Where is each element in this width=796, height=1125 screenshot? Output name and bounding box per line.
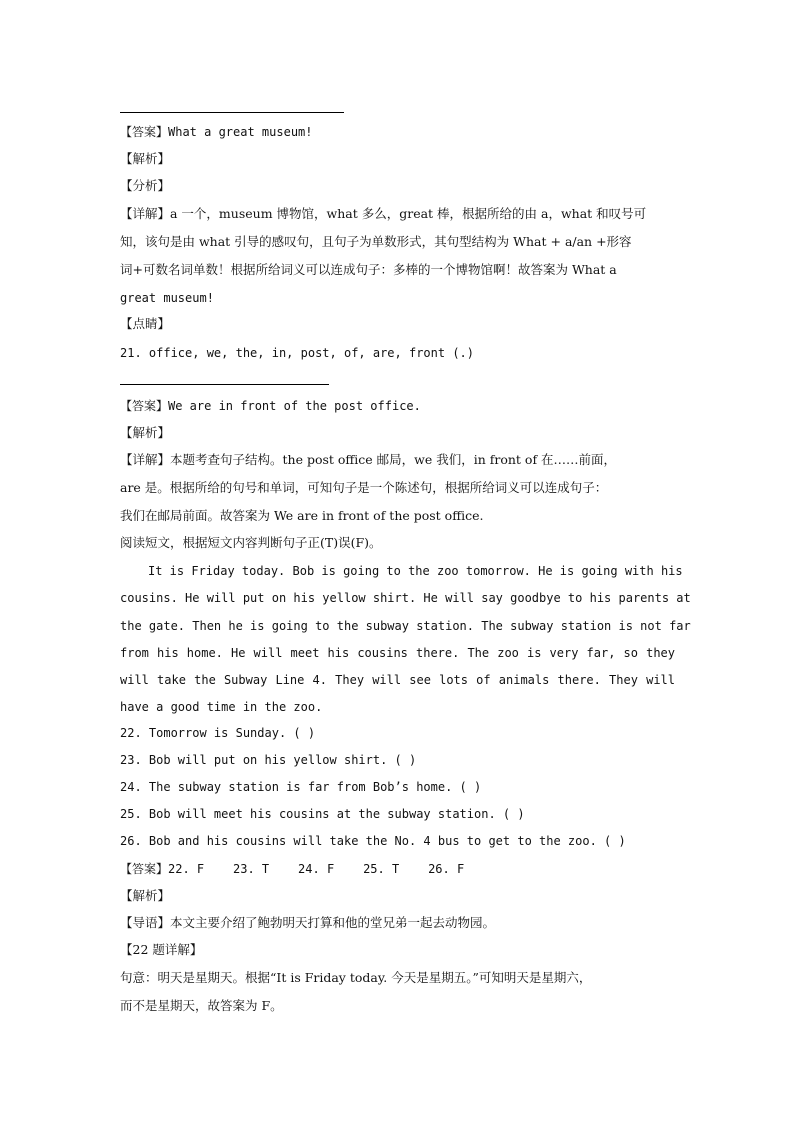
analysis-heading: 【解析】: [120, 425, 171, 440]
question-22: 22. Tomorrow is Sunday. ( ): [120, 726, 316, 740]
daoyu-line: 【导语】本文主要介绍了鲍勃明天打算和他的堂兄弟一起去动物园。: [120, 915, 496, 930]
answer-blank-line: [120, 384, 329, 385]
question-25: 25. Bob will meet his cousins at the subway station. ( ): [120, 807, 525, 821]
question-23: 23. Bob will put on his yellow shirt. ( ): [120, 753, 417, 767]
detail-line: 词+可数名词单数！根据所给词义可以连成句子：多棒的一个博物馆啊！故答案为 What a: [120, 262, 617, 277]
passage-line: have a good time in the zoo.: [120, 700, 323, 714]
passage-line: It is Friday today. Bob is going to the zoo tomorrow. He is going with his: [148, 564, 683, 578]
analysis-heading: 【解析】: [120, 151, 171, 166]
detail-line: great museum!: [120, 291, 214, 305]
passage-line: will take the Subway Line 4. They will see lots of animals there. They will: [120, 673, 675, 687]
dianjing-heading: 【点睛】: [120, 316, 171, 331]
question-26: 26. Bob and his cousins will take the No. 4 bus to get to the zoo. ( ): [120, 834, 626, 848]
detail-line: 句意：明天是星期天。根据“It is Friday today. 今天是星期五。”可知明天是星期六，: [120, 970, 592, 985]
detail-line: 而不是星期天，故答案为 F。: [120, 998, 283, 1013]
detail-line: 知，该句是由 what 引导的感叹句，且句子为单数形式，其句型结构为 What + a/an +形容: [120, 234, 632, 249]
answer-line: 【答案】What a great museum!: [120, 125, 313, 139]
detail-line: are 是。根据所给的句号和单词，可知句子是一个陈述句，根据所给词义可以连成句子：: [120, 480, 608, 495]
question-24: 24. The subway station is far from Bob’s home. ( ): [120, 780, 482, 794]
answer-blank-line: [120, 112, 344, 113]
passage-line: cousins. He will put on his yellow shirt. He will say goodbye to his parents at: [120, 591, 691, 605]
q22-detail-heading: 【22 题详解】: [120, 942, 203, 957]
answer-line: 【答案】22. F 23. T 24. F 25. T 26. F: [120, 862, 465, 876]
answer-line: 【答案】We are in front of the post office.: [120, 399, 421, 413]
question-21: 21. office, we, the, in, post, of, are, front (.): [120, 346, 475, 360]
analysis-heading: 【解析】: [120, 888, 171, 903]
fenxi-heading: 【分析】: [120, 178, 171, 193]
detail-line: 我们在邮局前面。故答案为 We are in front of the post office.: [120, 508, 484, 523]
reading-instruction: 阅读短文，根据短文内容判断句子正(T)误(F)。: [120, 535, 382, 550]
passage-line: from his home. He will meet his cousins there. The zoo is very far, so they: [120, 646, 675, 660]
detail-line: 【详解】本题考查句子结构。the post office 邮局，we 我们，in front of 在……前面，: [120, 452, 617, 467]
passage-line: the gate. Then he is going to the subway station. The subway station is not far: [120, 619, 691, 633]
detail-line: 【详解】a 一个，museum 博物馆，what 多么，great 棒，根据所给的由 a，what 和叹号可: [120, 206, 647, 221]
